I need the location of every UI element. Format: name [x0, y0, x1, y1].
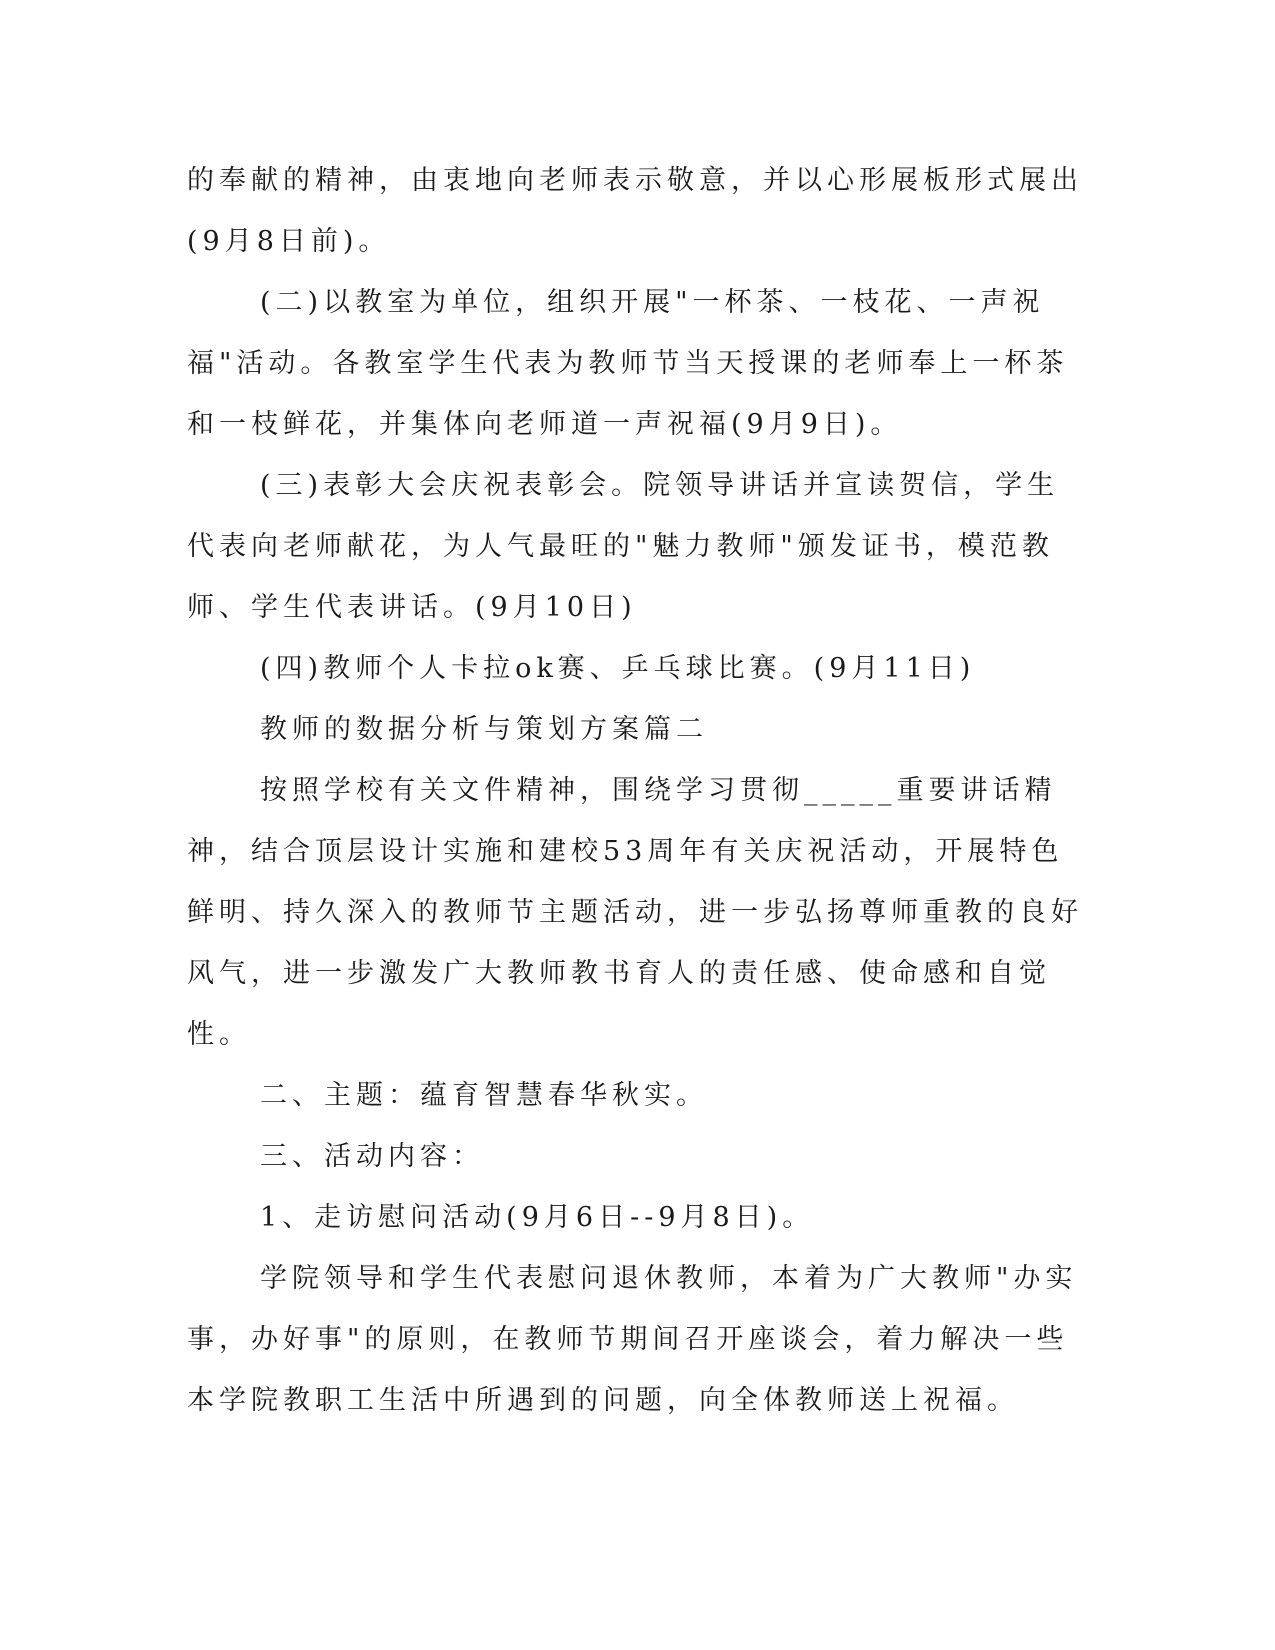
paragraph-item-3: (三)表彰大会庆祝表彰会。院领导讲话并宣读贺信，学生代表向老师献花，为人气最旺的"魅力教师"颁发证书，模范教师、学生代表讲话。(9月10日) [187, 470, 1060, 623]
paragraph-activities-heading: 三、活动内容： [260, 1141, 484, 1172]
paragraph-item-2: (二)以教室为单位，组织开展"一杯茶、一枝花、一声祝福"活动。各教室学生代表为教师节当天授课的老师奉上一杯茶和一枝鲜花，并集体向老师道一声祝福(9月9日)。 [187, 287, 1069, 440]
paragraph-activity-1: 1、走访慰问活动(9月6日--9月8日)。 [260, 1202, 815, 1233]
paragraph-activity-1-detail: 学院领导和学生代表慰问退休教师，本着为广大教师"办实事，办好事"的原则，在教师节期间召开座谈会，着力解决一些本学院教职工生活中所遇到的问题，向全体教师送上祝福。 [187, 1263, 1078, 1416]
paragraph-item-4: (四)教师个人卡拉ok赛、乒乓球比赛。(9月11日) [260, 653, 976, 684]
paragraph-intro-continuation: 的奉献的精神，由衷地向老师表示敬意，并以心形展板形式展出(9月8日前)。 [187, 165, 1083, 257]
paragraph-purpose: 按照学校有关文件精神，围绕学习贯彻_____重要讲话精神，结合顶层设计实施和建校53周年有关庆祝活动，开展特色鲜明、持久深入的教师节主题活动，进一步弘扬尊师重教的良好风气，进一步激发广大教师教书育人的责任感、使命感和自觉性。 [187, 775, 1083, 1050]
document-body [187, 150, 1087, 1431]
section-heading: 教师的数据分析与策划方案篇二 [260, 714, 708, 745]
paragraph-theme: 二、主题：蕴育智慧春华秋实。 [260, 1080, 708, 1111]
